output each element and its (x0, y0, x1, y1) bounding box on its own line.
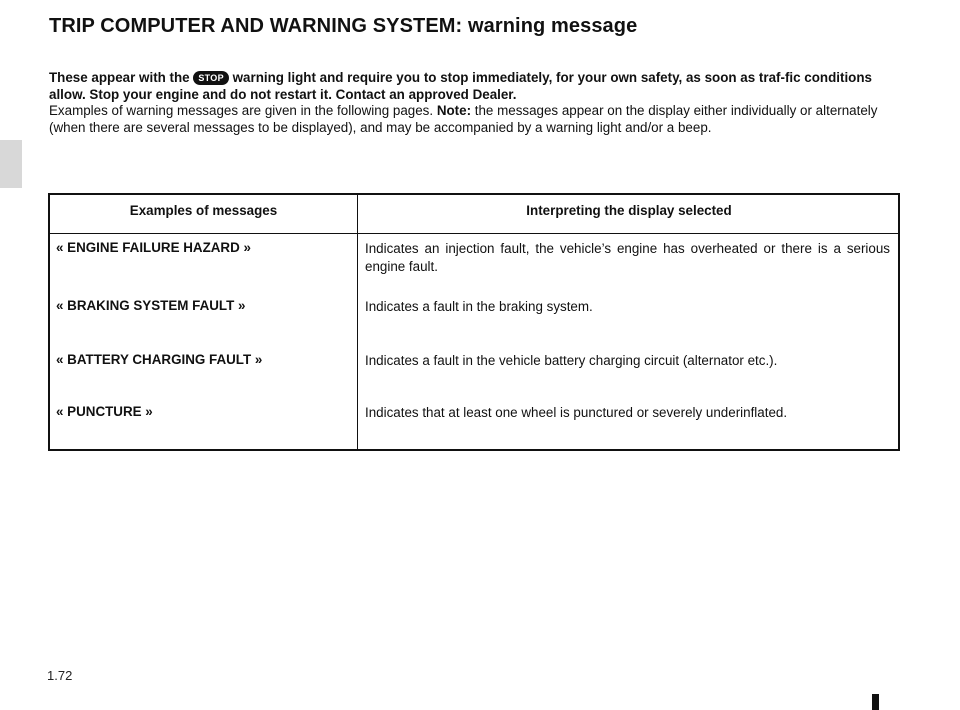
page-number: 1.72 (47, 668, 73, 683)
intro-bold-after-icon: warning light and require you to stop immediately, for your own safety, as soon as traf-fic conditions allow. Stop your engine and do not restart it. Contact an approved Dealer. (49, 70, 872, 102)
stop-warning-icon: STOP (193, 71, 229, 85)
description-cell: Indicates an injection fault, the vehicle’s engine has overheated or there is a serious engine fault. (365, 241, 890, 274)
description-cell: Indicates a fault in the vehicle battery charging circuit (alternator etc.). (365, 353, 778, 368)
header-divider (50, 233, 898, 234)
intro-plain-after-note: the messages appear on the display either individually or alternately (when there are several messages to be displayed), and may be accompanied by a warning light and/or a beep. (49, 103, 878, 135)
corner-mark (872, 694, 879, 710)
intro-note-paragraph (49, 103, 900, 136)
header-interpreting-display: Interpreting the display selected (526, 203, 732, 218)
message-cell: « ENGINE FAILURE HAZARD » (56, 240, 251, 255)
message-cell: « BRAKING SYSTEM FAULT » (56, 298, 246, 313)
messages-table (48, 193, 900, 451)
message-cell: « PUNCTURE » (56, 404, 153, 419)
intro-text (49, 70, 900, 136)
intro-plain-before-note: Examples of warning messages are given in the following pages. (49, 103, 437, 118)
intro-bold-before-icon: These appear with the (49, 70, 194, 85)
description-cell: Indicates a fault in the braking system. (365, 299, 593, 314)
message-cell: « BATTERY CHARGING FAULT » (56, 352, 263, 367)
page-title: TRIP COMPUTER AND WARNING SYSTEM: warning message (49, 15, 638, 37)
header-examples-of-messages: Examples of messages (129, 203, 278, 218)
intro-warning-paragraph (49, 70, 900, 103)
note-label: Note: (436, 103, 472, 118)
description-cell: Indicates that at least one wheel is punctured or severely underinflated. (365, 405, 788, 420)
section-tab (0, 140, 22, 188)
